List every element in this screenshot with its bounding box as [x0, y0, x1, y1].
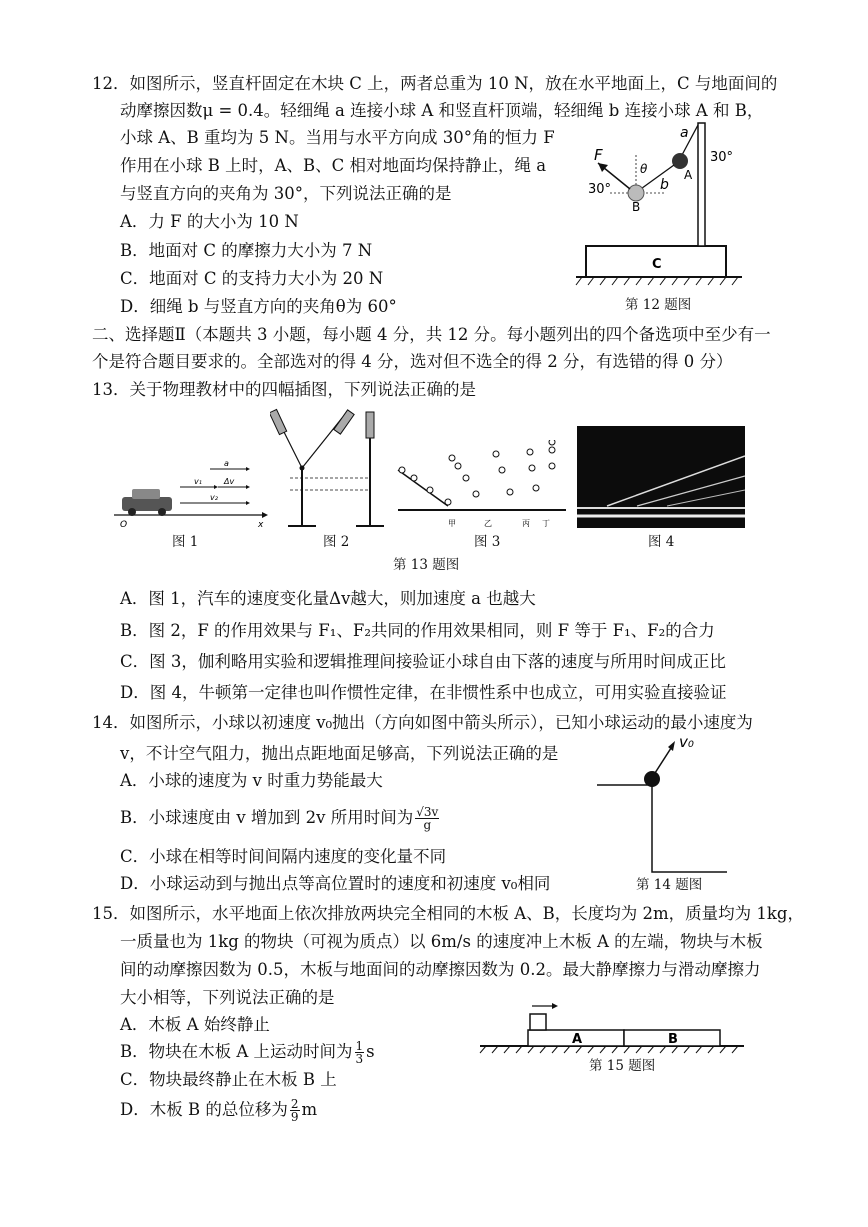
q13-fig1-caption: 图 1: [172, 534, 199, 550]
q15-option-b-text: B．物块在木板 A 上运动时间为: [120, 1042, 353, 1061]
q13-stem: 13．关于物理教材中的四幅插图，下列说法正确的是: [92, 380, 476, 399]
q13-figure-1: [110, 455, 270, 530]
fig3-label-bing: 丙: [522, 519, 530, 528]
q15-option-d: [120, 1098, 317, 1123]
ball-b: [628, 185, 644, 201]
q13-fig2-caption: 图 2: [323, 534, 350, 550]
q15-b-denominator: 3: [355, 1052, 364, 1066]
q15-figure: [476, 1000, 748, 1056]
q14-ball: [644, 771, 660, 787]
q15-d-numerator: 2: [290, 1097, 299, 1111]
fig3-label-jia: 甲: [448, 519, 456, 528]
q14-option-d: D．小球运动到与抛出点等高位置时的速度和初速度 v₀相同: [120, 874, 551, 893]
fig1-v1-label: v₁: [194, 477, 202, 486]
q12-line-5: 与竖直方向的夹角为 30°，下列说法正确的是: [120, 184, 452, 203]
q15-option-d-fraction: [290, 1098, 300, 1123]
q13-option-d: D．图 4，牛顿第一定律也叫作惯性定律，在非惯性系中也成立，可用实验直接验证: [120, 683, 727, 702]
label-c: C: [652, 257, 662, 272]
q13-caption: 第 13 题图: [393, 557, 460, 573]
label-angle-pole: 30°: [710, 150, 734, 165]
fig3-label-ding: 丁: [542, 519, 550, 528]
q15-option-b-fraction: [355, 1040, 365, 1065]
q15-line-1: 15．如图所示，水平地面上依次排放两块完全相同的木板 A、B，长度均为 2m，质量均为 1kg，: [92, 904, 804, 923]
label-ball-b: B: [632, 200, 641, 214]
label-theta: θ: [640, 162, 648, 176]
q14-b-denominator: g: [423, 818, 432, 832]
q12-figure: [572, 115, 752, 295]
q14-line-1: 14．如图所示，小球以初速度 v₀抛出（方向如图中箭头所示），已知小球运动的最小速度为: [92, 713, 753, 732]
q12-line-1: 12．如图所示，竖直杆固定在木块 C 上，两者总重为 10 N，放在水平地面上，C 与地面间的: [92, 74, 778, 93]
fig1-dv-label: Δv: [224, 477, 235, 486]
fig1-v2-label: v₂: [210, 493, 218, 502]
q13-figure-3: [392, 440, 572, 530]
q15-line-3: 间的动摩擦因数为 0.5，木板与地面间的动摩擦因数为 0.2。最大静摩擦力与滑动摩擦力: [120, 960, 761, 979]
fig1-a-label: a: [224, 459, 229, 468]
q14-option-a: A．小球的速度为 v 时重力势能最大: [120, 771, 383, 790]
q12-line-4: 作用在小球 B 上时，A、B、C 相对地面均保持静止，绳 a: [120, 156, 547, 175]
label-rope-a: a: [680, 125, 689, 141]
q13-option-a: A．图 1，汽车的速度变化量Δv越大，则加速度 a 也越大: [120, 589, 536, 608]
q15-caption: 第 15 题图: [589, 1058, 656, 1074]
q13-fig4-caption: 图 4: [648, 534, 675, 550]
label-rope-b: b: [660, 177, 669, 193]
q13-option-b: B．图 2，F 的作用效果与 F₁、F₂共同的作用效果相同，则 F 等于 F₁、F₂的合力: [120, 621, 715, 640]
q13-figure-4: [577, 426, 745, 528]
q15-line-4: 大小相等，下列说法正确的是: [120, 988, 335, 1007]
label-force-f: F: [594, 146, 603, 164]
q15-d-denominator: 9: [290, 1110, 299, 1124]
section2-line-1: 二、选择题Ⅱ（本题共 3 小题，每小题 4 分，共 12 分。每小题列出的四个备选项中至少有一: [92, 325, 771, 344]
section2-line-2: 个是符合题目要求的。全部选对的得 4 分，选对但不选全的得 2 分，有选错的得 0 分）: [92, 352, 733, 371]
fig1-x-label: x: [258, 520, 264, 530]
q14-caption: 第 14 题图: [636, 877, 703, 893]
q12-caption: 第 12 题图: [625, 297, 692, 313]
label-ball-a: A: [684, 168, 693, 182]
ball-a: [672, 153, 688, 169]
q14-option-b: [120, 806, 441, 831]
label-board-b: B: [668, 1032, 678, 1047]
q14-option-c: C．小球在相等时间间隔内速度的变化量不同: [120, 847, 447, 866]
fig1-o-label: O: [120, 520, 128, 530]
q12-option-d: D．细绳 b 与竖直方向的夹角θ为 60°: [120, 297, 397, 316]
q15-option-a: A．木板 A 始终静止: [120, 1015, 270, 1034]
q12-line-2: 动摩擦因数μ = 0.4。轻细绳 a 连接小球 A 和竖直杆顶端，轻细绳 b 连接小球 A 和 B，: [120, 101, 764, 120]
pole: [698, 123, 705, 246]
q14-figure: [597, 735, 727, 875]
q12-option-c: C．地面对 C 的支持力大小为 20 N: [120, 269, 384, 288]
q12-line-3: 小球 A、B 重均为 5 N。当用与水平方向成 30°角的恒力 F: [120, 128, 555, 147]
q13-fig3-caption: 图 3: [474, 534, 501, 550]
q15-option-b-unit: s: [366, 1042, 375, 1061]
q13-figure-2: [270, 408, 390, 533]
q15-option-d-text: D．木板 B 的总位移为: [120, 1100, 288, 1119]
q15-option-b: [120, 1040, 375, 1065]
q13-option-c: C．图 3，伽利略用实验和逻辑推理间接验证小球自由下落的速度与所用时间成正比: [120, 652, 726, 671]
q14-v0-label: v₀: [679, 735, 694, 751]
block: [530, 1014, 546, 1030]
q12-option-b: B．地面对 C 的摩擦力大小为 7 N: [120, 241, 373, 260]
q14-b-numerator: √3v: [416, 805, 439, 819]
label-board-a: A: [572, 1032, 583, 1047]
q15-option-d-unit: m: [301, 1100, 318, 1119]
fig3-label-yi: 乙: [484, 519, 492, 528]
q14-option-b-fraction: [415, 806, 439, 831]
q14-option-b-text: B．小球速度由 v 增加到 2v 所用时间为: [120, 808, 414, 827]
q12-option-a: A．力 F 的大小为 10 N: [120, 212, 299, 231]
q15-line-2: 一质量也为 1kg 的物块（可视为质点）以 6m/s 的速度冲上木板 A 的左端，物块与木板: [120, 932, 763, 951]
label-angle-f: 30°: [588, 182, 612, 197]
q14-line-2: v，不计空气阻力，抛出点距地面足够高，下列说法正确的是: [120, 744, 559, 763]
q15-b-numerator: 1: [355, 1039, 364, 1053]
q15-option-c: C．物块最终静止在木板 B 上: [120, 1070, 337, 1089]
